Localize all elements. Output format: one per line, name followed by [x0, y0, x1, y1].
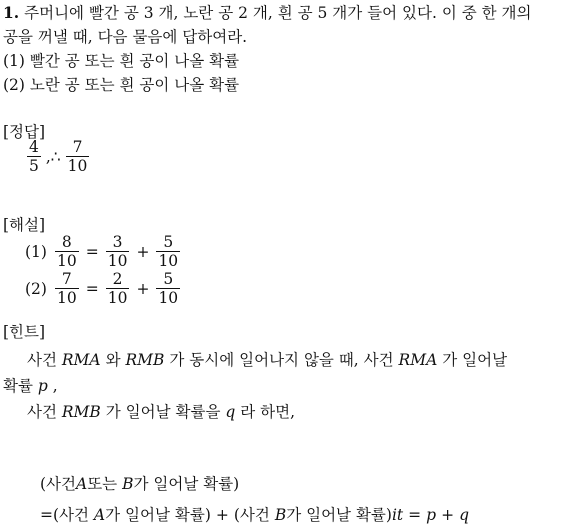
explanation-row-1-term-a-denominator: 10 [107, 252, 128, 270]
equals-sign: = [85, 242, 99, 261]
answer-fraction-2 [66, 138, 90, 175]
explanation-row-1-lhs-numerator: 8 [61, 233, 72, 251]
formula-line-2 [40, 505, 469, 525]
answer-row [25, 138, 91, 175]
event-rma: RMA [398, 351, 438, 369]
plus-sign: + [136, 279, 150, 298]
hint-text: 와 [105, 351, 121, 369]
explanation-row-1-lhs-denominator: 10 [56, 252, 77, 270]
answer-fraction-2-denominator: 10 [67, 157, 88, 175]
explanation-row-2-term-b-denominator: 10 [158, 289, 179, 307]
explanation-row-1-term-b-numerator: 5 [163, 233, 174, 251]
problem-text-2: 공을 꺼낼 때, 다음 물음에 답하여라. [3, 28, 248, 46]
formula-text: =(사건 [40, 506, 89, 524]
event-b: B [122, 475, 134, 493]
explanation-row-1 [25, 233, 182, 270]
event-b: B [274, 506, 287, 524]
variable-q: q [459, 506, 470, 524]
therefore-symbol: ,∴ [45, 147, 61, 166]
explanation-row-2-term-b [156, 270, 180, 307]
answer-fraction-1-denominator: 5 [29, 157, 39, 175]
explanation-row-1-term-a-numerator: 3 [112, 233, 123, 251]
formula-text: it [391, 506, 404, 524]
explanation-heading: [해설] [3, 216, 46, 234]
plus-sign: + [215, 506, 229, 524]
problem-line-1 [3, 3, 532, 23]
formula-line-1 [40, 474, 239, 494]
explanation-row-2-term-a [106, 270, 130, 307]
hint-text: , [52, 377, 58, 395]
hint-line-1 [27, 350, 507, 370]
explanation-row-2-term-a-denominator: 10 [107, 289, 128, 307]
hint-line-3 [27, 402, 295, 422]
hint-line-2 [3, 376, 58, 396]
hint-text: 확률 [3, 377, 33, 395]
plus-sign: + [136, 242, 150, 261]
explanation-row-1-lhs [55, 233, 79, 270]
explanation-row-1-label: (1) [25, 242, 47, 261]
plus-sign: + [441, 506, 455, 524]
formula-text: 가 일어날 확률) [286, 506, 392, 524]
event-rmb: RMB [125, 351, 165, 369]
problem-number: 1. [3, 3, 20, 22]
hint-text: 라 하면, [240, 403, 296, 421]
problem-text-1: 주머니에 빨간 공 3 개, 노란 공 2 개, 흰 공 5 개가 들어 있다. 이 중 한 개의 [24, 4, 532, 22]
event-a: A [93, 506, 106, 524]
question-2: (2) 노란 공 또는 흰 공이 나올 확률 [3, 76, 240, 94]
answer-fraction-1 [27, 138, 41, 175]
answer-heading: [정답] [3, 123, 46, 141]
formula-text: 가 일어날 확률) [133, 475, 240, 493]
variable-q: q [225, 403, 236, 421]
formula-text: (사건 [233, 506, 270, 524]
hint-text: 사건 [27, 351, 57, 369]
hint-text: 가 일어날 [442, 351, 508, 369]
answer-fraction-1-numerator: 4 [29, 138, 39, 156]
explanation-row-2 [25, 270, 182, 307]
explanation-row-2-lhs [55, 270, 79, 307]
explanation-row-2-lhs-denominator: 10 [56, 289, 77, 307]
formula-text: (사건 [40, 475, 76, 493]
hint-heading: [힌트] [3, 323, 46, 341]
explanation-row-2-term-b-numerator: 5 [163, 270, 174, 288]
event-rmb: RMB [61, 403, 101, 421]
explanation-row-1-term-a [106, 233, 130, 270]
explanation-row-2-lhs-numerator: 7 [61, 270, 72, 288]
formula-text: 가 일어날 확률) [105, 506, 211, 524]
question-1: (1) 빨간 공 또는 흰 공이 나올 확률 [3, 52, 240, 70]
event-rma: RMA [61, 351, 101, 369]
formula-text: 또는 [87, 475, 118, 493]
variable-p: p [426, 506, 437, 524]
explanation-row-1-term-b [156, 233, 180, 270]
event-a: A [76, 475, 88, 493]
hint-text: 가 일어날 확률을 [105, 403, 221, 421]
explanation-row-2-label: (2) [25, 279, 47, 298]
equals-sign: = [85, 279, 99, 298]
explanation-row-2-term-a-numerator: 2 [112, 270, 123, 288]
hint-text: 사건 [27, 403, 57, 421]
hint-text: 가 동시에 일어나지 않을 때, 사건 [169, 351, 394, 369]
equals-sign: = [408, 506, 422, 524]
explanation-row-1-term-b-denominator: 10 [158, 252, 179, 270]
variable-p: p [37, 377, 48, 395]
answer-fraction-2-numerator: 7 [72, 138, 83, 156]
